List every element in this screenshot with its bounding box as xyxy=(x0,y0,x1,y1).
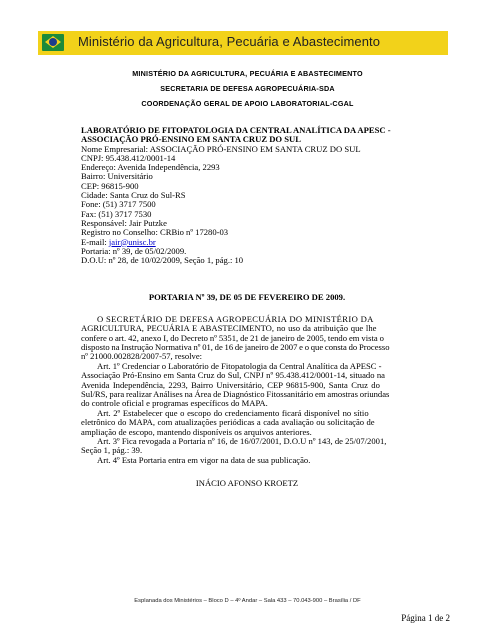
lab-detail: CNPJ: 95.438.412/0001-14 xyxy=(81,152,176,163)
header-ministry: MINISTÉRIO DA AGRICULTURA, PECUÁRIA E ABASTECIMENTO xyxy=(132,69,363,78)
article-1 xyxy=(81,362,413,408)
art1-line: Associação Pró-Ensino em Santa Cruz do Sul, CNPJ nº 95.438.412/0001-14, situado na xyxy=(81,370,385,381)
lab-detail: Cidade: Santa Cruz do Sul-RS xyxy=(81,190,186,201)
header-coordenacao: COORDENAÇÃO GERAL DE APOIO LABORATORIAL-CGAL xyxy=(141,99,354,108)
article-2 xyxy=(81,409,413,437)
art2-line: Art. 2º Estabelecer que o escopo do credenciamento ficará disponível no sítio xyxy=(97,408,369,418)
lab-section xyxy=(81,126,413,265)
lab-detail: Fone: (51) 3717 7500 xyxy=(81,199,156,210)
art1-line: Sul/RS, para realizar Análises na Área de Diagnóstico Fitossanitário em amostras oriundas xyxy=(81,388,390,399)
intro-line: AGRICULTURA, PECUÁRIA E ABASTECIMENTO, no uso da atribuição que lhe xyxy=(81,323,377,334)
ministry-banner xyxy=(38,31,448,55)
art2-line: eletrônico do MAPA, com atualizações periódicas a cada avaliação ou solicitação de xyxy=(81,417,375,428)
lab-heading-2: ASSOCIAÇÃO PRÓ-ENSINO EM SANTA CRUZ DO SUL xyxy=(81,134,301,145)
lab-detail: CEP: 96815-900 xyxy=(81,180,139,191)
art2-line: ampliação de escopo, mantendo disponíveis os arquivos anteriores. xyxy=(81,426,312,437)
art1-line: Avenida Independência, 2293, Bairro Universitário, CEP 96815-900, Santa Cruz do xyxy=(81,379,380,390)
email-link[interactable]: jair@unisc.br xyxy=(108,236,156,247)
article-4 xyxy=(81,456,413,465)
lab-portaria: Portaria: nº 39, de 05/02/2009. xyxy=(81,245,187,256)
lab-detail: Bairro: Universitário xyxy=(81,171,153,182)
banner-title: Ministério da Agricultura, Pecuária e Abastecimento xyxy=(78,34,381,49)
art3-line: Art. 3º Fica revogada a Portaria nº 16, de 16/07/2001, D.O.U nº 143, de 25/07/2001, xyxy=(97,436,387,446)
brazil-flag-icon xyxy=(42,34,64,51)
intro-line: disposto na Instrução Normativa nº 01, de 16 de janeiro de 2007 e o que consta do Processo xyxy=(81,341,390,352)
lab-detail: Registro no Conselho: CRBio nº 17280-03 xyxy=(81,227,229,238)
page-footer: Esplanada dos Ministérios – Bloco D – 4º Andar – Sala 433 – 70.043-900 – Brasília / DF xyxy=(134,598,361,604)
signature: INÁCIO AFONSO KROETZ xyxy=(195,478,299,488)
portaria-title: PORTARIA Nº 39, DE 05 DE FEVEREIRO DE 2009. xyxy=(148,292,346,302)
intro-line: nº 21000.002828/2007-57, resolve: xyxy=(81,351,203,362)
lab-detail: Endereço: Avenida Independência, 2293 xyxy=(81,162,220,173)
email-label: E-mail: xyxy=(81,236,109,247)
intro-paragraph xyxy=(81,315,413,361)
art1-line: do controle oficial e programas específicos do MAPA. xyxy=(81,398,268,409)
article-3 xyxy=(81,437,413,456)
lab-detail: Fax: (51) 3717 7530 xyxy=(81,208,152,219)
header-secretaria: SECRETARIA DE DEFESA AGROPECUÁRIA-SDA xyxy=(160,84,335,93)
art3-line: Seção 1, pág.: 39. xyxy=(81,445,143,456)
lab-dou: D.O.U: nº 28, de 10/02/2009, Seção 1, pág.: 10 xyxy=(81,255,244,266)
art1-line: Art. 1º Credenciar o Laboratório de Fitopatologia da Central Analítica da APESC - xyxy=(97,361,382,371)
lab-heading-1: LABORATÓRIO DE FITOPATOLOGIA DA CENTRAL ANALÍTICA DA APESC - xyxy=(81,125,391,135)
page-number: Página 1 de 2 xyxy=(401,613,450,623)
lab-detail: Nome Empresarial: ASSOCIAÇÃO PRÓ-ENSINO EM SANTA CRUZ DO SUL xyxy=(81,143,361,154)
lab-detail: Responsável: Jair Putzke xyxy=(81,217,167,228)
intro-line: O SECRETÁRIO DE DEFESA AGROPECUÁRIA DO MINISTÉRIO DA xyxy=(97,314,374,324)
art4-line: Art. 4º Esta Portaria entra em vigor na data de sua publicação. xyxy=(97,455,311,465)
intro-line: confere o art. 42, anexo I, do Decreto nº 5351, de 21 de janeiro de 2005, tendo em vista o xyxy=(81,332,384,343)
